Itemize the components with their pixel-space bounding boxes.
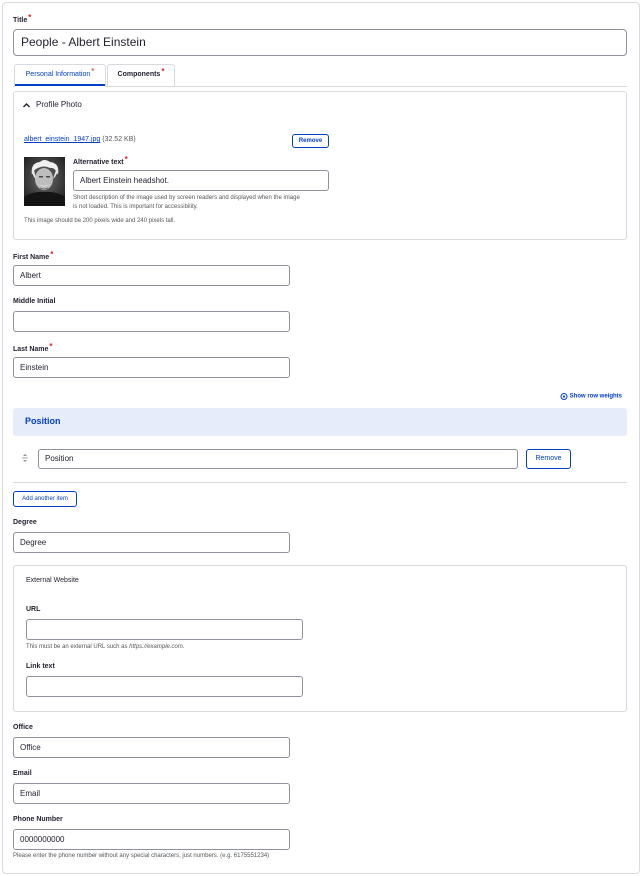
url-input[interactable] bbox=[26, 619, 303, 640]
image-size-note: This image should be 200 pixels wide and 240 pixels tall. bbox=[24, 218, 176, 224]
required-marker: * bbox=[124, 155, 128, 164]
link-text-input[interactable] bbox=[26, 676, 303, 697]
url-help-suffix: . bbox=[182, 644, 185, 650]
file-size: (32.52 KB) bbox=[102, 136, 136, 143]
last-name-label bbox=[13, 344, 53, 353]
office-input[interactable]: Office bbox=[13, 737, 290, 758]
required-marker: * bbox=[49, 342, 53, 351]
last-name-label-text: Last Name bbox=[13, 346, 49, 353]
eye-icon bbox=[560, 393, 568, 400]
degree-label: Degree bbox=[13, 519, 37, 526]
url-help-text: This must be an external URL such as bbox=[26, 644, 130, 650]
position-input[interactable]: Position bbox=[38, 449, 518, 469]
first-name-label-text: First Name bbox=[13, 254, 50, 261]
alt-text-label bbox=[73, 157, 128, 166]
office-label: Office bbox=[13, 724, 33, 731]
first-name-input[interactable]: Albert bbox=[13, 265, 290, 286]
url-label: URL bbox=[26, 606, 41, 613]
tab-components[interactable] bbox=[107, 64, 175, 86]
link-text-label: Link text bbox=[26, 663, 55, 670]
position-remove-button[interactable]: Remove bbox=[526, 449, 571, 469]
tab-label: Personal Information bbox=[25, 71, 91, 78]
middle-initial-input[interactable] bbox=[13, 311, 290, 332]
email-input[interactable]: Email bbox=[13, 783, 290, 804]
profile-photo-summary[interactable]: Profile Photo bbox=[36, 100, 82, 109]
phone-label: Phone Number bbox=[13, 816, 63, 823]
external-website-legend: External Website bbox=[26, 577, 79, 584]
url-help-example: https://example.com bbox=[129, 644, 183, 650]
email-label: Email bbox=[13, 770, 32, 777]
required-marker: * bbox=[28, 13, 32, 22]
first-name-label bbox=[13, 252, 53, 261]
file-link[interactable]: albert_einstein_1947.jpg bbox=[24, 136, 101, 143]
required-marker: * bbox=[91, 67, 95, 76]
photo-remove-button[interactable]: Remove bbox=[292, 134, 329, 148]
alt-text-label-text: Alternative text bbox=[73, 159, 124, 166]
position-row-divider bbox=[13, 482, 627, 483]
phone-input[interactable]: 0000000000 bbox=[13, 829, 290, 850]
alt-text-input[interactable]: Albert Einstein headshot. bbox=[73, 170, 329, 191]
file-info bbox=[24, 136, 136, 143]
last-name-input[interactable]: Einstein bbox=[13, 357, 290, 378]
chevron-up-icon[interactable] bbox=[22, 101, 31, 110]
show-row-weights-link[interactable] bbox=[560, 393, 622, 400]
drag-handle-icon[interactable] bbox=[20, 453, 30, 463]
add-another-item-button[interactable]: Add another item bbox=[13, 491, 77, 507]
alt-text-help-line: is not loaded. This is important for accessibility. bbox=[73, 204, 198, 210]
title-label-text: Title bbox=[13, 17, 28, 24]
title-label bbox=[13, 15, 31, 24]
alt-text-help-line: Short description of the image used by screen readers and displayed when the image bbox=[73, 195, 300, 201]
url-help bbox=[26, 643, 185, 652]
degree-input[interactable]: Degree bbox=[13, 532, 290, 553]
title-input[interactable]: People - Albert Einstein bbox=[13, 29, 627, 56]
required-marker: * bbox=[161, 67, 165, 76]
position-header-title: Position bbox=[25, 416, 61, 426]
position-table-header bbox=[13, 408, 627, 436]
tab-label: Components bbox=[117, 71, 161, 78]
middle-initial-label: Middle Initial bbox=[13, 298, 56, 305]
alt-text-help bbox=[73, 194, 300, 212]
required-marker: * bbox=[50, 250, 54, 259]
active-tab-indicator bbox=[15, 84, 105, 86]
photo-thumbnail bbox=[24, 157, 65, 206]
phone-help: Please enter the phone number without any special characters, just numbers. (e.g. 6175551234) bbox=[13, 853, 270, 859]
show-row-weights-text: Show row weights bbox=[569, 393, 623, 400]
